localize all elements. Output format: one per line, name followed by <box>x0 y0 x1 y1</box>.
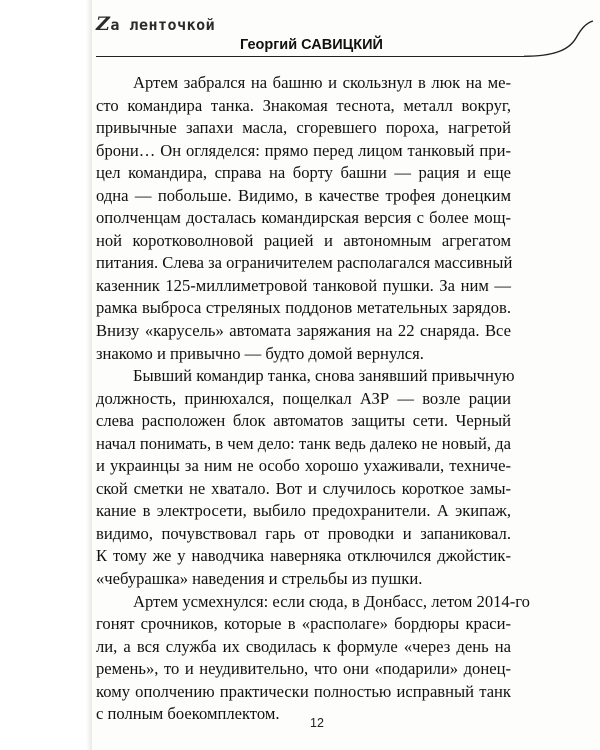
header-rule-curve <box>524 20 594 57</box>
text-line: кому ополчению практически полностью исправный танк <box>96 681 511 701</box>
page-number: 12 <box>310 716 324 730</box>
text-line: ремень», то и неудивительно, что они «подарили» донец- <box>96 659 511 679</box>
header-rule <box>96 56 524 57</box>
text-line: с полным боекомплектом. <box>96 704 280 724</box>
text-line: брони… Он огляделся: прямо перед лицом танковый при- <box>96 140 511 160</box>
running-header-author: Георгий САВИЦКИЙ <box>240 37 383 53</box>
text-line: гонят срочников, которые в «располаге» бордюры краси- <box>96 614 511 634</box>
text-line: кание в электросети, выбило предохранители. А экипаж, <box>96 501 511 521</box>
paragraph-3 <box>96 591 530 726</box>
text-line: рамка выброса стреляных поддонов метательных зарядов. <box>96 298 511 318</box>
text-line: Артем усмехнулся: если сюда, в Донбасс, летом 2014-го <box>133 591 530 611</box>
text-line: цел командира, справа на борту башни — рация и еще <box>96 163 511 183</box>
text-line: знакомо и привычно — будто домой вернулся. <box>96 343 424 363</box>
text-line: начал понимать, в чем дело: танк ведь далеко не новый, да <box>96 433 511 453</box>
text-line: казенник 125-миллиметровой танковой пушки. За ним — <box>96 275 511 295</box>
series-title-rest: а ленточкой <box>110 16 216 34</box>
text-line: видимо, почувствовал гарь от проводки и запаниковал. <box>96 523 511 543</box>
series-title-initial: Z <box>96 13 111 35</box>
text-line: привычные запахи масла, сгоревшего пороха, нагретой <box>96 118 511 138</box>
text-line: Внизу «карусель» автомата заряжания на 22 снаряда. Все <box>96 321 511 341</box>
text-line: Артем забрался на башню и скользнул в люк на ме- <box>133 73 511 92</box>
text-line: ной коротковолновой рацией и автономным агрегатом <box>96 230 511 250</box>
text-line: и украинцы за ним не особо хорошо ухаживали, техниче- <box>96 456 511 476</box>
text-line: ополченцам досталась командирская версия с более мощ- <box>96 208 511 228</box>
paragraph-1 <box>96 72 511 365</box>
text-line: К тому же у наводчика наверняка отключился джойстик- <box>96 546 511 566</box>
running-header-series-title <box>96 13 276 35</box>
text-line: питания. Слева за ограничителем располагался массивный <box>96 253 513 273</box>
body-text <box>96 72 530 726</box>
text-line: одна — побольше. Видимо, в качестве трофея донецким <box>96 185 511 205</box>
text-line: слева расположен блок автоматов защиты сети. Черный <box>96 411 511 431</box>
text-line: ской сметки не хватало. Вот и случилось короткое замы- <box>96 478 511 498</box>
text-line: должность, принюхался, пощелкал АЗР — возле рации <box>96 388 511 408</box>
text-line: «чебурашка» наведения и стрельбы из пушки. <box>96 569 423 589</box>
text-line: ли, а вся служба их сводилась к формуле «через день на <box>96 636 511 656</box>
paragraph-2 <box>96 365 515 590</box>
text-line: Бывший командир танка, снова занявший привычную <box>133 366 515 386</box>
text-line: сто командира танка. Знакомая теснота, металл вокруг, <box>96 95 511 115</box>
